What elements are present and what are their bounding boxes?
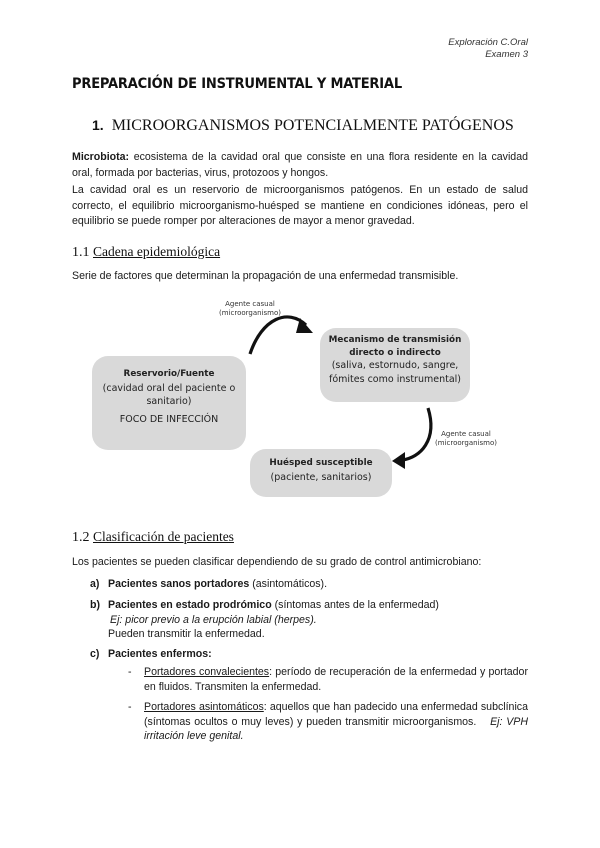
class-a-marker: a) (90, 578, 100, 590)
sub-item-dash: - (128, 701, 132, 713)
section-1-2-number: 1.2 (72, 530, 90, 545)
mechanism-title: Mecanismo de transmisión directo o indirecto (328, 335, 462, 358)
sub-item-text: : aquellos que han padecido una enfermedad subclínica (síntomas ocultos o muy leves) y pueden transmitir microorganismos. (144, 701, 528, 728)
section-1-2-heading (72, 529, 234, 546)
class-b-marker: b) (90, 599, 100, 611)
header-subject: Exploración C.Oral (448, 37, 528, 48)
section-1-2-title: Clasificación de pacientes (93, 529, 234, 544)
microbiota-paragraph: La cavidad oral es un reservorio de microorganismos patógenos. En un estado de salud correcto, el equilibrio microorganismo-huésped se mantiene en condiciones idóneas, pero el equilibrio se puede romper por alteraciones de mayor a menor gravedad. (72, 184, 528, 227)
agent-right-line1: Agente casual (441, 430, 491, 438)
sub-item-term: Portadores asintomáticos (144, 701, 264, 713)
class-b-example: Ej: picor previo a la erupción labial (herpes). (110, 613, 317, 626)
page-title: PREPARACIÓN DE INSTRUMENTAL Y MATERIAL (72, 76, 402, 92)
class-b-text: (síntomas antes de la enfermedad) (271, 599, 439, 611)
reservoir-box (92, 356, 246, 450)
microbiota-definition (72, 150, 528, 181)
host-box (250, 449, 392, 497)
agent-right-line2: (microorganismo) (435, 439, 497, 447)
host-title: Huésped susceptible (269, 458, 373, 468)
sub-item-convalescent (128, 665, 528, 694)
class-b-item (90, 598, 530, 642)
class-b-term: Pacientes en estado prodrómico (108, 599, 272, 611)
class-c-marker: c) (90, 648, 100, 660)
section-1-heading (92, 117, 514, 135)
reservoir-title: Reservorio/Fuente (123, 369, 215, 379)
arrow-mechanism-to-host (402, 408, 431, 460)
sub-item-dash: - (128, 666, 132, 678)
section-1-1-title: Cadena epidemiológica (93, 244, 221, 259)
section-1-number: 1. (92, 117, 104, 133)
agent-label-top (210, 300, 290, 318)
header-exam: Examen 3 (485, 49, 528, 60)
arrow-head-right (392, 452, 405, 469)
class-c-term: Pacientes enfermos: (108, 648, 212, 660)
microbiota-term: Microbiota: (72, 151, 130, 163)
microbiota-text: ecosistema de la cavidad oral que consiste en una flora residente en la cavidad oral, formada por bacterias, virus, protozoos y hongos. (72, 151, 528, 179)
host-desc: (paciente, sanitarios) (270, 471, 372, 483)
agent-top-line1: Agente casual (225, 300, 275, 308)
section-1-2-intro: Los pacientes se pueden clasificar dependiendo de su grado de control antimicrobiano: (72, 556, 482, 568)
epidemiological-chain-diagram (0, 290, 600, 510)
reservoir-desc: (cavidad oral del paciente o sanitario) (102, 382, 236, 407)
sub-item-text: : período de recuperación de la enfermedad y portador en fluidos. Transmiten la enfermedad. (144, 666, 528, 693)
section-1-1-heading (72, 244, 220, 261)
mechanism-box (320, 328, 470, 402)
sub-item-term: Portadores convalecientes (144, 666, 270, 678)
agent-top-line2: (microorganismo) (219, 309, 281, 317)
class-a-term: Pacientes sanos portadores (108, 578, 250, 590)
agent-label-right (430, 430, 502, 448)
class-c-item (90, 647, 530, 662)
sub-item-asymptomatic (128, 700, 528, 744)
page-header (448, 37, 528, 61)
class-a-text: (asintomáticos). (249, 578, 328, 590)
arrow-reservoir-to-mechanism (250, 317, 306, 354)
class-b-note: Pueden transmitir la enfermedad. (108, 628, 265, 640)
reservoir-focus: FOCO DE INFECCIÓN (119, 413, 219, 425)
class-a-item (90, 577, 530, 592)
section-1-title: MICROORGANISMOS POTENCIALMENTE PATÓGENOS (111, 117, 514, 134)
section-1-1-intro: Serie de factores que determinan la propagación de una enfermedad transmisible. (72, 270, 459, 282)
sub-item-example: Ej: VPH irritación leve genital. (144, 715, 528, 742)
section-1-1-number: 1.1 (72, 245, 90, 260)
mechanism-desc: (saliva, estornudo, sangre, fómites como instrumental) (329, 360, 461, 385)
